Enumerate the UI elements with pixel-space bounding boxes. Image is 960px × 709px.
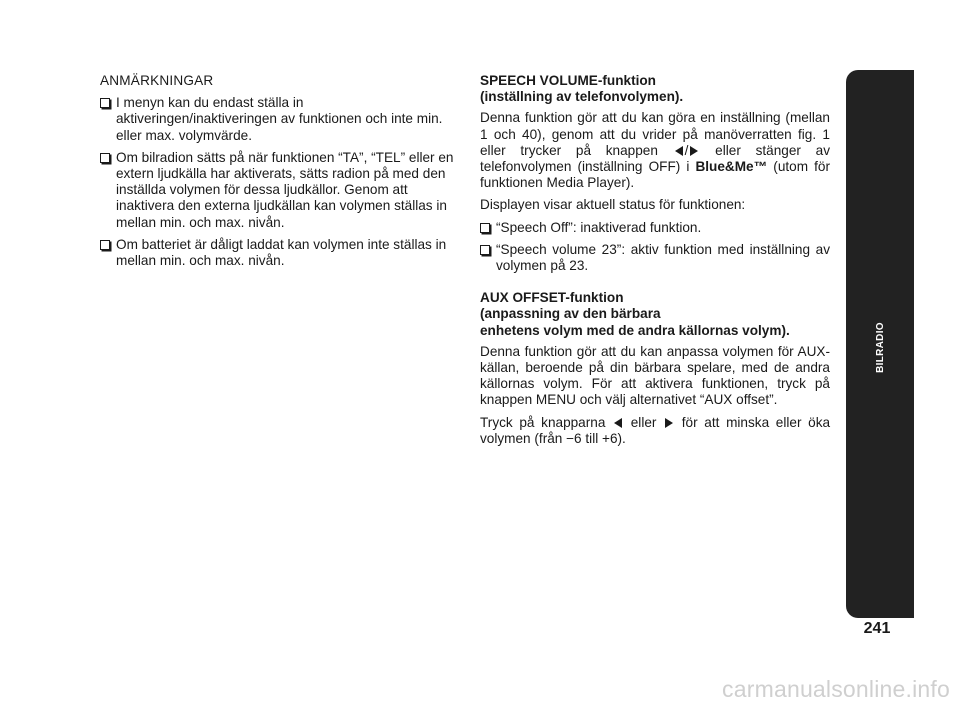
- speech-bullet-1: [480, 220, 830, 236]
- side-tab-label: [845, 312, 915, 382]
- right-arrow-icon: [665, 418, 673, 428]
- aux-title-suffix: -funktion: [565, 290, 624, 306]
- aux-title-bold: AUX OFFSET: [480, 290, 566, 306]
- side-tab-text: BILRADIO: [874, 321, 886, 373]
- note-text-1: I menyn kan du endast ställa in aktiveringen/inaktiveringen av funktionen och inte min. eller max. volymvärde.: [116, 95, 443, 143]
- aux-subtitle-2: enhetens volym med de andra källornas volym).: [480, 322, 790, 338]
- speech-paragraph-2: Displayen visar aktuell status för funktionen:: [480, 197, 746, 213]
- speech-volume-title: [480, 73, 830, 105]
- aux-offset-title: [480, 290, 830, 339]
- speech-title-bold: SPEECH VOLUME: [480, 73, 598, 88]
- note-text-2: Om bilradion sätts på när funktionen “TA”, “TEL” eller en extern ljudkälla har aktiverats, sätts radion på med den inställda volymen för dessa ljudkällor. Genom att inaktivera den externa ljudkällan kan volymen ställas in mellan min. och max. nivån.: [116, 149, 454, 230]
- speech-paragraph-1: [480, 110, 830, 191]
- left-arrow-icon: [614, 418, 622, 428]
- speech-bullet-2: [480, 242, 830, 274]
- speech-subtitle: (inställning av telefonvolymen).: [480, 89, 684, 105]
- watermark: carmanualsonline.info: [722, 676, 950, 702]
- checkbox-bullet-icon: [100, 98, 110, 108]
- speech-title-suffix: -funktion: [597, 73, 656, 88]
- speech-p1-slash: /: [684, 142, 689, 158]
- note-bullet-3: [100, 237, 455, 269]
- right-arrow-icon: [690, 146, 698, 156]
- aux-p2-text-a: Tryck på knapparna: [480, 414, 606, 430]
- speech-p1-text-b: eller stänger av telefonvolymen (inställning OFF) i: [480, 142, 831, 175]
- speech-bullet-text-2: “Speech volume 23”: aktiv funktion med inställning av volymen på 23.: [496, 241, 830, 274]
- checkbox-bullet-icon: [100, 153, 110, 163]
- speech-p1-text-a: Denna funktion gör att du kan göra en inställning (mellan 1 och 40), genom att du vrider på manöverratten fig. 1 eller trycker på knappen: [480, 110, 830, 158]
- notes-column: [100, 73, 455, 275]
- page-number: 241: [863, 620, 891, 637]
- checkbox-bullet-icon: [480, 223, 490, 233]
- aux-subtitle-1: (anpassning av den bärbara: [480, 306, 661, 322]
- checkbox-bullet-icon: [100, 240, 110, 250]
- aux-p2-text-mid: eller: [630, 414, 657, 430]
- blue-and-me-brand: Blue&Me™: [695, 159, 768, 175]
- left-arrow-icon: [675, 146, 683, 156]
- speech-p1-text-c: (utom för funktionen Media Player).: [480, 159, 830, 191]
- notes-heading: ANMÄRKNINGAR: [100, 73, 214, 88]
- checkbox-bullet-icon: [480, 245, 490, 255]
- aux-paragraph-1: Denna funktion gör att du kan anpassa volymen för AUX-källan, beroende på din bärbara spelare, med de andra källornas volym. För att aktivera funktionen, tryck på knappen MENU och välj alternativet “AUX offset”.: [480, 343, 830, 408]
- note-text-3: Om batteriet är dåligt laddat kan volymen inte ställas in mellan min. och max. nivån.: [116, 236, 447, 269]
- speech-bullet-text-1: “Speech Off”: inaktiverad funktion.: [496, 219, 702, 235]
- aux-paragraph-2: [480, 415, 830, 447]
- aux-p2-text-b: för att minska eller öka volymen (från −6 till +6).: [480, 414, 831, 446]
- functions-column: [480, 73, 830, 453]
- note-bullet-1: [100, 95, 455, 144]
- note-bullet-2: [100, 150, 455, 231]
